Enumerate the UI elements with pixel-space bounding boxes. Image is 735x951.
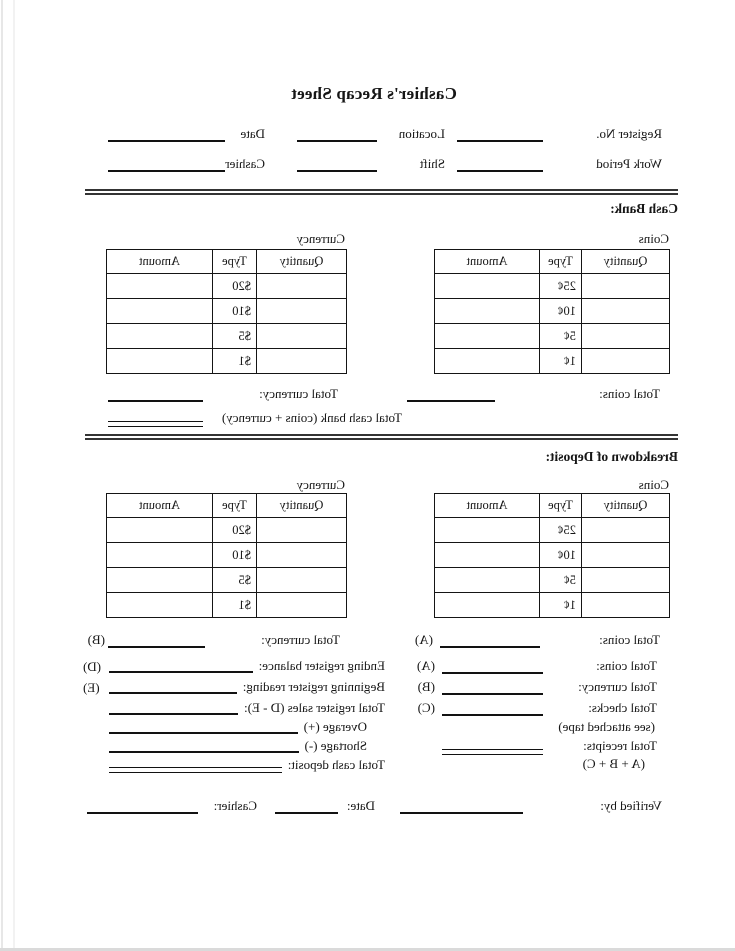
type-cell: 1¢ [540,349,582,374]
table-row [435,349,670,374]
dep-total-coins-line [440,646,540,648]
work-period-line [457,170,543,172]
cb-total-currency-line [108,400,203,402]
shift-line [297,170,377,172]
quantity-cell [257,518,347,543]
type-cell: 5¢ [540,324,582,349]
footer-date-line [275,812,338,814]
table-row [435,518,670,543]
table-row [107,543,347,568]
col-header-quantity: Quantity [582,494,670,518]
quantity-cell [257,274,347,299]
page-title: Cashier's Recap Sheet [291,84,457,103]
deposit-currency-table [106,493,347,618]
table-row [107,568,347,593]
cb-total-currency-label: Total currency: [259,386,338,401]
total-cash-deposit-row [83,757,385,773]
footer-cashier-line [87,812,198,814]
sum-total-coins-label: Total coins: [596,658,657,673]
overage-row [83,719,385,735]
quantity-cell [257,299,347,324]
total-register-sales-line [109,713,238,715]
verified-by-line [400,812,523,814]
amount-cell [107,543,213,568]
quantity-cell [582,568,670,593]
quantity-cell [582,593,670,618]
amount-cell [435,543,540,568]
overage-label: Overage (+) [303,719,367,734]
total-receipts-label: Total receipts: [583,738,657,753]
quantity-cell [257,543,347,568]
quantity-cell [257,568,347,593]
type-cell: $1 [213,349,257,374]
sum-total-coins-ref: (A) [416,658,435,673]
amount-cell [107,274,213,299]
a-plus-b-plus-c-label: (A + B + C) [582,756,645,771]
amount-cell [435,593,540,618]
ending-register-balance-row [83,658,385,674]
sum-total-checks-ref: (C) [417,700,435,715]
register-no-line [457,140,543,142]
type-cell: 5¢ [540,568,582,593]
deposit-coins-table [434,493,670,618]
beginning-register-reading-row [83,679,385,695]
quantity-cell [582,324,670,349]
table-row [435,543,670,568]
table-row [435,568,670,593]
table-row [107,274,347,299]
col-header-quantity: Quantity [257,250,347,274]
col-header-quantity: Quantity [582,250,670,274]
type-cell: $10 [213,543,257,568]
table-row [435,274,670,299]
amount-cell [435,324,540,349]
type-cell: $5 [213,568,257,593]
cashier-line [108,170,225,172]
col-header-amount: Amount [435,494,540,518]
cash-bank-coins-label: Coins [638,231,669,246]
verified-by-label: Verified by: [600,798,662,813]
type-cell: 25¢ [540,518,582,543]
quantity-cell [582,518,670,543]
sum-total-checks-label: Total checks: [588,700,657,715]
dep-total-currency-label: Total currency: [261,632,340,647]
beginning-register-reading-label: Beginning register reading: [242,679,385,694]
section-divider [85,434,678,440]
date-label: Date [240,126,265,141]
location-line [297,140,377,142]
beginning-register-reading-ref: (E) [83,680,100,695]
type-cell: $20 [213,518,257,543]
col-header-type: Type [540,250,582,274]
cash-bank-currency-table [106,249,347,374]
amount-cell [435,518,540,543]
deposit-heading: Breakdown of Deposit: [545,449,678,464]
quantity-cell [582,349,670,374]
quantity-cell [582,543,670,568]
cb-total-coins-label: Total coins: [599,386,660,401]
table-row [435,299,670,324]
amount-cell [435,299,540,324]
amount-cell [107,518,213,543]
overage-line [109,732,298,734]
dep-total-currency-line [108,646,205,648]
sum-total-currency-ref: (B) [417,679,435,694]
cash-bank-heading: Cash Bank: [610,201,678,216]
quantity-cell [257,324,347,349]
col-header-type: Type [213,250,257,274]
dep-total-coins-label: Total coins: [599,632,660,647]
quantity-cell [582,299,670,324]
footer-cashier-label: Cashier: [213,798,257,813]
total-register-sales-row [83,700,385,716]
total-cash-deposit-label: Total cash deposit: [287,757,385,772]
amount-cell [107,299,213,324]
ending-register-balance-label: Ending register balance: [258,658,385,673]
shortage-row [83,738,385,754]
type-cell: $1 [213,593,257,618]
sum-total-currency-label: Total currency: [578,679,657,694]
dep-total-currency-ref: (B) [87,632,105,647]
amount-cell [107,593,213,618]
work-period-label: Work Period [596,156,662,171]
sum-total-currency-line [442,693,543,695]
amount-cell [435,274,540,299]
type-cell: $5 [213,324,257,349]
cb-total-coins-line [407,400,495,402]
cashier-label: Cashier [225,156,265,171]
col-header-amount: Amount [435,250,540,274]
shift-label: Shift [419,156,445,171]
type-cell: $20 [213,274,257,299]
table-row [107,518,347,543]
col-header-type: Type [213,494,257,518]
table-row [107,299,347,324]
col-header-quantity: Quantity [257,494,347,518]
amount-cell [435,349,540,374]
total-cash-deposit-line [109,767,282,773]
total-register-sales-label: Total register sales (D - E): [244,700,385,715]
table-row [107,349,347,374]
total-receipts-line [442,749,543,755]
shortage-label: Shortage (-) [304,738,367,753]
col-header-amount: Amount [107,250,213,274]
deposit-coins-label: Coins [638,477,669,492]
deposit-currency-label: Currency [296,477,345,492]
quantity-cell [257,593,347,618]
date-line [108,140,225,142]
cb-total-cash-bank-line [108,421,203,427]
dep-total-coins-ref: (A) [414,632,433,647]
amount-cell [107,568,213,593]
table-row [435,324,670,349]
quantity-cell [257,349,347,374]
col-header-amount: Amount [107,494,213,518]
sum-total-coins-line [442,672,543,674]
table-row [435,593,670,618]
type-cell: 25¢ [540,274,582,299]
table-row [107,324,347,349]
table-row [107,593,347,618]
location-label: Location [398,126,445,141]
type-cell: 10¢ [540,299,582,324]
sum-total-checks-line [442,714,543,716]
section-divider [85,189,678,195]
footer-date-label: Date: [346,798,375,813]
ending-register-balance-ref: (D) [83,659,102,674]
cash-bank-coins-table [434,249,670,374]
amount-cell [435,568,540,593]
cash-bank-currency-label: Currency [296,231,345,246]
register-no-label: Register No. [596,126,662,141]
col-header-type: Type [540,494,582,518]
beginning-register-reading-line [109,692,237,694]
type-cell: 10¢ [540,543,582,568]
quantity-cell [582,274,670,299]
amount-cell [107,349,213,374]
ending-register-balance-line [109,671,253,673]
shortage-line [109,751,299,753]
amount-cell [107,324,213,349]
type-cell: $10 [213,299,257,324]
type-cell: 1¢ [540,593,582,618]
see-attached-tape-label: (see attached tape) [558,719,655,734]
cb-total-cash-bank-label: Total cash bank (coins + currency) [221,410,402,425]
